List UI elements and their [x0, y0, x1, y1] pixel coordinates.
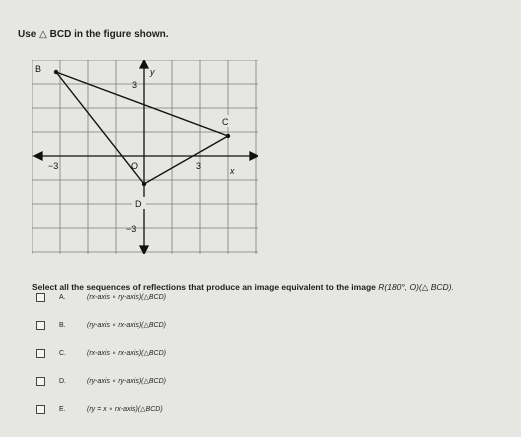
choice-a[interactable]: [36, 290, 166, 304]
choice-expression: (ry = x ∘ rx-axis)(△BCD): [87, 406, 163, 413]
tick-y-neg: −3: [126, 224, 137, 234]
checkbox-icon[interactable]: [36, 321, 45, 330]
choice-letter: A.: [59, 293, 66, 301]
choice-letter: B.: [59, 321, 66, 329]
point-b: [54, 70, 58, 74]
prompt-prefix: Use: [18, 29, 37, 40]
choice-expression: (rx-axis ∘ rx-axis)(△BCD): [87, 350, 166, 357]
choice-letter: D.: [59, 377, 66, 385]
prompt: [18, 29, 169, 40]
checkbox-icon[interactable]: [36, 377, 45, 386]
point-d: [142, 182, 146, 186]
tick-x-pos: 3: [196, 161, 202, 171]
choice-e[interactable]: [36, 402, 163, 416]
tick-y-pos: 3: [132, 80, 138, 90]
label-x: x: [230, 166, 235, 176]
choice-b[interactable]: [36, 318, 166, 332]
triangle-symbol: △: [39, 29, 47, 40]
choice-expression: (ry-axis ∘ ry-axis)(△BCD): [87, 378, 166, 385]
choice-expression: (ry-axis ∘ rx-axis)(△BCD): [87, 322, 166, 329]
choice-d[interactable]: [36, 374, 166, 388]
question-prompt: Select all the sequences of reflections that produce an image equivalent to the image: [32, 282, 376, 292]
tick-x-neg: −3: [48, 161, 59, 171]
label-origin: O: [131, 161, 139, 171]
choice-c[interactable]: [36, 346, 166, 360]
checkbox-icon[interactable]: [36, 349, 45, 358]
label-b: B: [35, 64, 42, 74]
prompt-suffix: BCD in the figure shown.: [49, 29, 169, 40]
rotation-expression: R(180°, O)(△ BCD).: [378, 282, 454, 292]
point-c: [226, 134, 230, 138]
checkbox-icon[interactable]: [36, 293, 45, 302]
coordinate-grid: [32, 60, 258, 254]
choice-expression: (rx-axis ∘ ry-axis)(△BCD): [87, 294, 166, 301]
choice-letter: E.: [59, 405, 66, 413]
label-y: y: [150, 67, 155, 77]
label-c: C: [222, 117, 229, 127]
label-d: D: [135, 199, 142, 209]
choice-letter: C.: [59, 349, 66, 357]
checkbox-icon[interactable]: [36, 405, 45, 414]
